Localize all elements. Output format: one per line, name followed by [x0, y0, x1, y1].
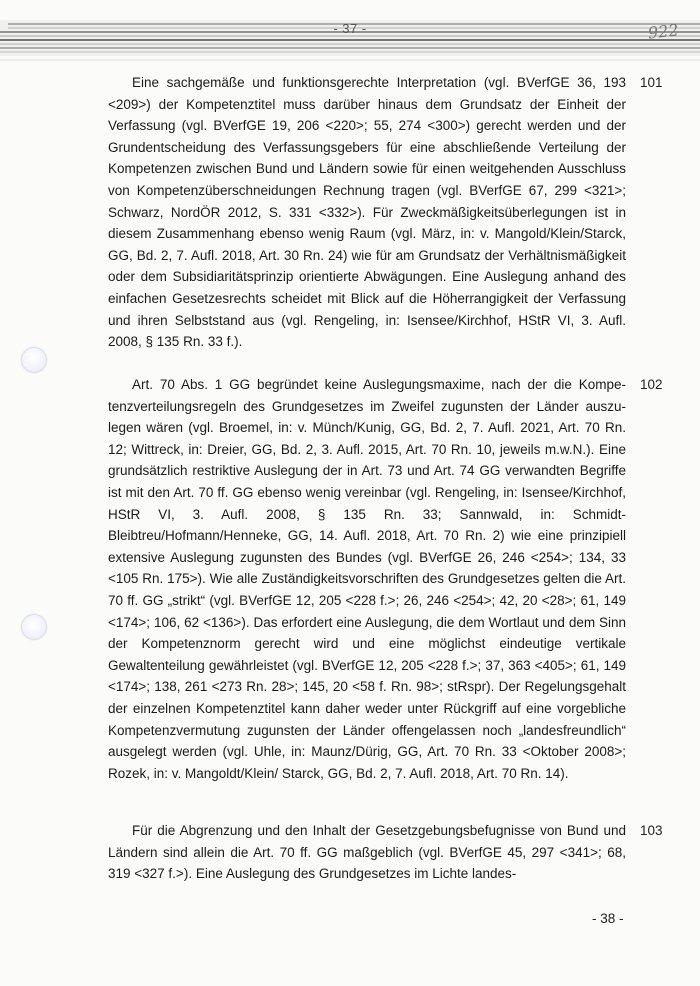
page-number-footer: - 38 - — [592, 911, 624, 926]
corner-handwritten-mark: 922 — [647, 20, 680, 43]
punch-hole-lower — [22, 615, 46, 639]
margin-number-102: 102 — [640, 377, 663, 392]
punch-hole-upper — [22, 348, 46, 372]
margin-number-103: 103 — [640, 823, 663, 838]
copy-header-band — [0, 0, 700, 64]
margin-number-101: 101 — [640, 75, 663, 90]
stamped-page-number: - 37 - — [333, 21, 367, 36]
paragraph-103-text: Für die Abgrenzung und den Inhalt der Gesetzgebungsbefugnisse von Bund und Ländern sind allein die Art. 70 ff. GG maßgeblich (vgl. BVerfGE 45, 297 <341>; 68, 319 <327 f.>). Eine Auslegung des Grundgesetzes im Lichte landes- — [108, 823, 626, 882]
paragraph-101-text: Eine sachgemäße und funktionsgerechte Interpretation (vgl. BVerfGE 36, 193 <209>) der Kompetenztitel muss darüber hinaus dem Grundsatz der Einheit der Verfassung (vgl. BVerfGE 19, 206 <220>; 55, 274 <300>) gerecht werden und der Grundentscheidung des Verfassungsgebers für eine abschließende Verteilung der Kompetenzen zwischen Bund und Ländern sowie für einen weitgehenden Ausschluss von Kompetenzüberschneidungen Rechnung tragen (vgl. BVerfGE 67, 299 <321>; Schwarz, NordÖR 2012, S. 331 <332>). Für Zweckmäßigkeitsüberlegungen ist in diesem Zusammenhang ebenso wenig Raum (vgl. März, in: v. Mangold/Klein/Starck, GG, Bd. 2, 7. Aufl. 2018, Art. 30 Rn. 24) wie für am Grundsatz der Verhältnismäßigkeit oder dem Subsidiaritätsprinzip orientierte Abwägungen. Eine Auslegung anhand des einfachen Gesetzesrechts scheidet mit Blick auf die Höherrangigkeit der Verfassung und ihren Selbststand aus (vgl. Rengeling, in: Isensee/Kirchhof, HStR VI, 3. Aufl. 2008, § 135 Rn. 33 f.). — [108, 75, 626, 350]
paragraph-102-text: Art. 70 Abs. 1 GG begründet keine Auslegungsmaxime, nach der die Kompetenzverteilungsregeln des Grundgesetzes im Zweifel zugunsten der Länder auszulegen wären (vgl. Broemel, in: v. Münch/Kunig, GG, Bd. 2, 7. Aufl. 2021, Art. 70 Rn. 12; Wittreck, in: Dreier, GG, Bd. 2, 3. Aufl. 2015, Art. 70 Rn. 10, jeweils m.w.N.). Eine grundsätzlich restriktive Auslegung der in Art. 73 und Art. 74 GG verwandten Begriffe ist mit den Art. 70 ff. GG ebenso wenig vereinbar (vgl. Rengeling, in: Isensee/Kirchhof, HStR VI, 3. Aufl. 2008, § 135 Rn. 33; Sannwald, in: Schmidt-Bleibtreu/Hofmann/Henneke, GG, 14. Aufl. 2018, Art. 70 Rn. 2) wie eine prinzipiell extensive Auslegung zugunsten des Bundes (vgl. BVerfGE 26, 246 <254>; 134, 33 <105 Rn. 175>). Wie alle Zuständigkeitsvorschriften des Grundgesetzes gelten die Art. 70 ff. GG „strikt“ (vgl. BVerfGE 12, 205 <228 f.>; 26, 246 <254>; 42, 20 <28>; 61, 149 <174>; 106, 62 <136>). Das erfordert eine Auslegung, die dem Wortlaut und dem Sinn der Kompetenznorm gerecht wird und eine möglichst eindeutige vertikale Gewaltenteilung gewährleistet (vgl. BVerfGE 12, 205 <228 f.>; 37, 363 <405>; 61, 149 <174>; 138, 261 <273 Rn. 28>; 145, 20 <58 f. Rn. 98>; stRspr). Der Regelungsgehalt der einzelnen Kompetenztitel kann daher weder unter Rückgriff auf eine vorgebliche Kompetenzvermutung zugunsten der Länder offengelassen noch „landesfreundlich“ ausgelegt werden (vgl. Uhle, in: Maunz/Dürig, GG, Art. 70 Rn. 33 <Oktober 2008>; Rozek, in: v. Mangoldt/Klein/ Starck, GG, Bd. 2, 7. Aufl. 2018, Art. 70 Rn. 14). — [108, 377, 626, 781]
